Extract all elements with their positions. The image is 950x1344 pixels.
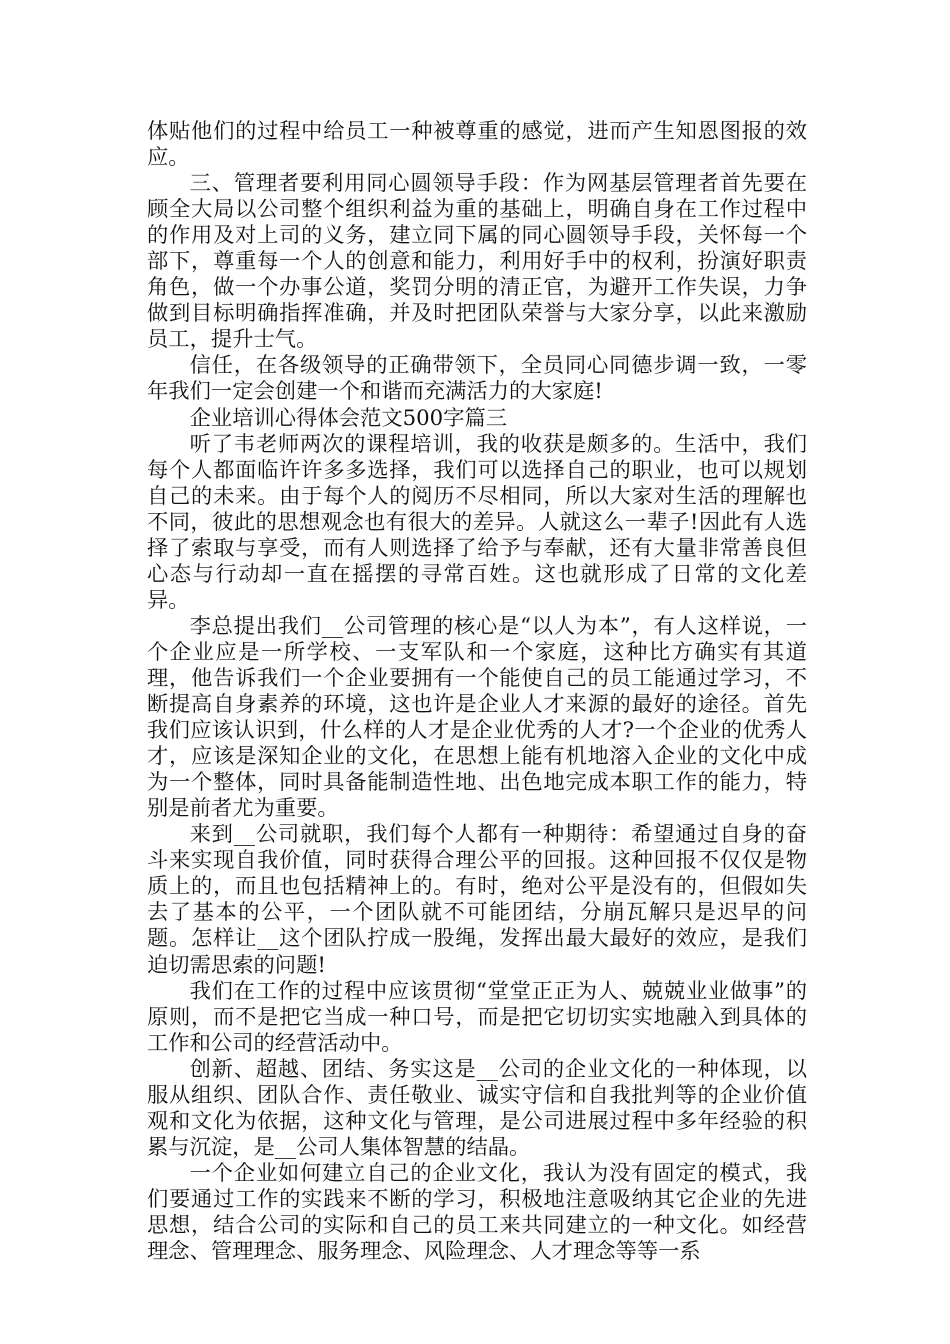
paragraph-people-first: 李总提出我们__公司管理的核心是“以人为本”，有人这样说，一个企业应是一所学校、一支军队和一个家庭，这种比方确实有其道理，他告诉我们一个企业要拥有一个能使自己的员工能通过学习，不断提高自身素养的环境，这也许是企业人才来源的最好的途径。首先我们应该认识到，什么样的人才是企业优秀的人才?一个企业的优秀人才，应该是深知企业的文化，在思想上能有机地溶入企业的文化中成为一个整体，同时具备能制造性地、出色地完成本职工作的能力，特别是前者尤为重要。 (147, 613, 807, 822)
document-body (147, 119, 807, 1265)
paragraph-section-three: 三、管理者要利用同心圆领导手段：作为网基层管理者首先要在顾全大局以公司整个组织利益为重的基础上，明确自身在工作过程中的作用及对上司的义务，建立同下属的同心圆领导手段，关怀每一个部下，尊重每一个人的创意和能力，利用好手中的权利，扮演好职责角色，做一个办事公道，奖罚分明的清正官，为避开工作失误，力争做到目标明确指挥准确，并及时把团队荣誉与大家分享，以此来激励员工，提升士气。 (147, 171, 807, 353)
paragraph-trust: 信任，在各级领导的正确带领下，全员同心同德步调一致，一零年我们一定会创建一个和谐而充满活力的大家庭! (147, 353, 807, 405)
paragraph-corporate-culture: 创新、超越、团结、务实这是__公司的企业文化的一种体现，以服从组织、团队合作、责任敬业、诚实守信和自我批判等的企业价值观和文化为依据，这种文化与管理，是公司进展过程中多年经验的积累与沉淀，是__公司人集体智慧的结晶。 (147, 1056, 807, 1160)
paragraph-expectations: 来到__公司就职，我们每个人都有一种期待：希望通过自身的奋斗来实现自我价值，同时获得合理公平的回报。这种回报不仅仅是物质上的，而且也包括精神上的。有时，绝对公平是没有的，但假如失去了基本的公平，一个团队就不可能团结，分崩瓦解只是迟早的问题。怎样让__这个团队拧成一股绳，发挥出最大最好的效应，是我们迫切需思索的问题! (147, 822, 807, 978)
paragraph-principles: 我们在工作的过程中应该贯彻“堂堂正正为人、兢兢业业做事”的原则，而不是把它当成一种口号，而是把它切切实实地融入到具体的工作和公司的经营活动中。 (147, 978, 807, 1056)
paragraph-training: 听了韦老师两次的课程培训，我的收获是颇多的。生活中，我们每个人都面临许许多多选择，我们可以选择自己的职业，也可以规划自己的未来。由于每个人的阅历不尽相同，所以大家对生活的理解也不同，彼此的思想观念也有很大的差异。人就这么一辈子!因此有人选择了索取与享受，而有人则选择了给予与奉献，还有大量非常善良但心态与行动却一直在摇摆的寻常百姓。这也就形成了日常的文化差异。 (147, 431, 807, 613)
article-heading: 企业培训心得体会范文500字篇三 (189, 405, 508, 431)
paragraph-continuation: 体贴他们的过程中给员工一种被尊重的感觉，进而产生知恩图报的效应。 (147, 119, 807, 171)
paragraph-building-culture: 一个企业如何建立自己的企业文化，我认为没有固定的模式，我们要通过工作的实践来不断的学习，积极地注意吸纳其它企业的先进思想，结合公司的实际和自己的员工来共同建立的一种文化。如经营理念、管理理念、服务理念、风险理念、人才理念等等一系 (147, 1160, 807, 1265)
